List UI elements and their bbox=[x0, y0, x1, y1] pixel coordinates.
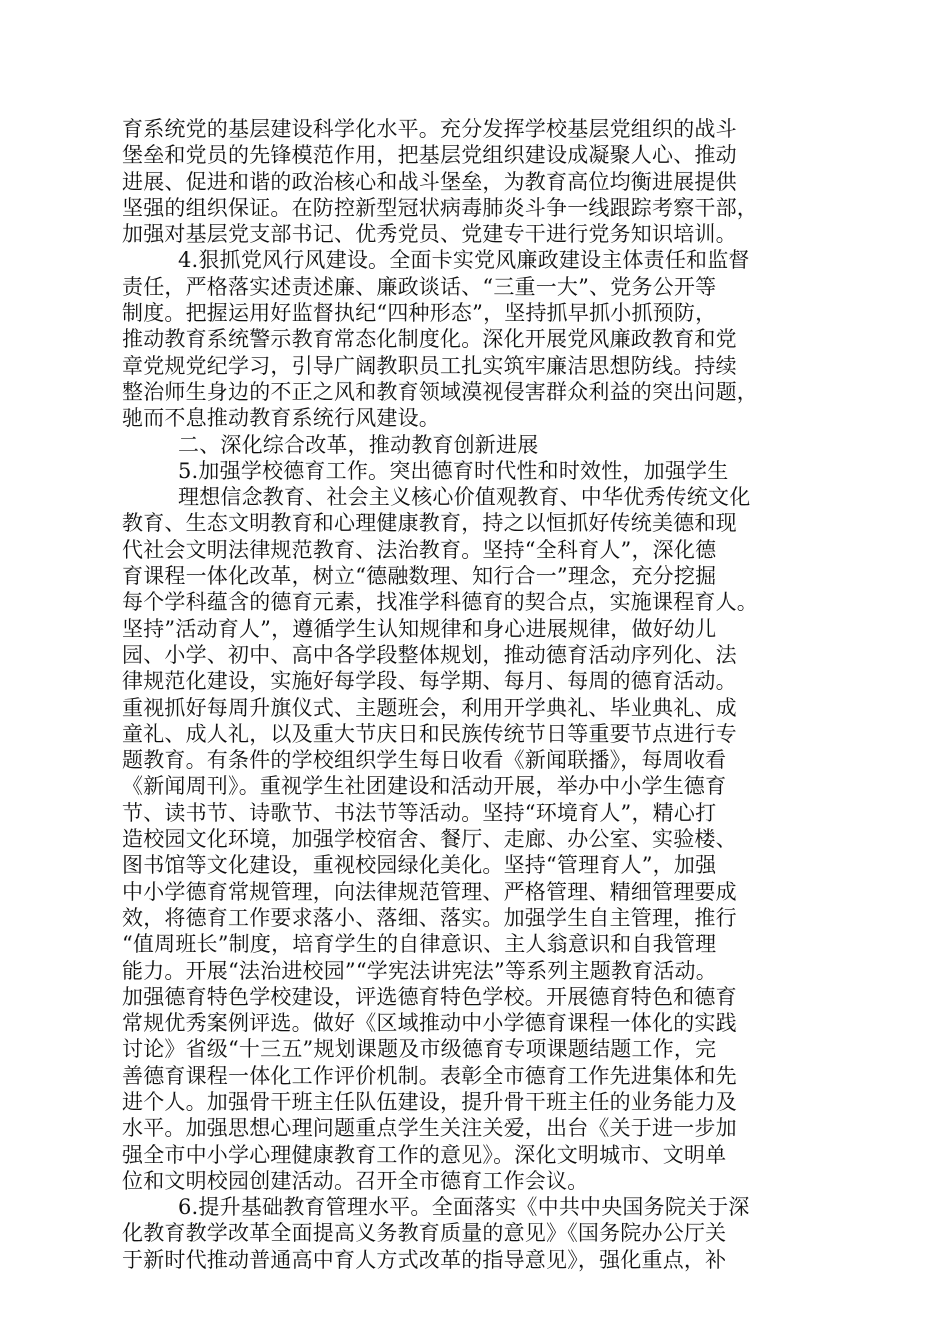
text-line: 题教育。有条件的学校组织学生每日收看《新闻联播》，每周收看 bbox=[122, 748, 727, 773]
text-line: 推动教育系统警示教育常态化制度化。深化开展党风廉政教育和党 bbox=[122, 327, 737, 352]
text-line: 强全市中小学心理健康教育工作的意见》。深化文明城市、文明单 bbox=[122, 1142, 727, 1167]
text-line: 教育、生态文明教育和心理健康教育，持之以恒抓好传统美德和现 bbox=[122, 511, 737, 536]
text-line: 6.提升基础教育管理水平。全面落实《中共中央国务院关于深 bbox=[178, 1195, 750, 1220]
text-line: 常规优秀案例评选。做好《区域推动中小学德育课程一体化的实践 bbox=[122, 1011, 737, 1036]
text-line: 位和文明校园创建活动。召开全市德育工作会议。 bbox=[122, 1168, 589, 1193]
text-line: “值周班长”制度，培育学生的自律意识、主人翁意识和自我管理 bbox=[122, 932, 717, 957]
text-line: 效，将德育工作要求落小、落细、落实。加强学生自主管理，推行 bbox=[122, 905, 737, 930]
text-line: 重视抓好每周升旗仪式、主题班会，利用开学典礼、毕业典礼、成 bbox=[122, 695, 737, 720]
text-line: 加强德育特色学校建设，评选德育特色学校。开展德育特色和德育 bbox=[122, 984, 737, 1009]
text-line: 能力。开展“法治进校园”“学宪法讲宪法”等系列主题教育活动。 bbox=[122, 958, 717, 983]
text-line: 育系统党的基层建设科学化水平。充分发挥学校基层党组织的战斗 bbox=[122, 117, 737, 141]
text-line: 水平。加强思想心理问题重点学生关注关爱，出台《关于进一步加 bbox=[122, 1116, 737, 1141]
text-line: 整治师生身边的不正之风和教育领域漠视侵害群众利益的突出问题， bbox=[122, 379, 758, 404]
text-line: 加强对基层党支部书记、优秀党员、党建专干进行党务知识培训。 bbox=[122, 222, 737, 247]
text-line: 责任，严格落实述责述廉、廉政谈话、“三重一大”、党务公开等 bbox=[122, 274, 717, 299]
text-line: 代社会文明法律规范教育、法治教育。坚持“全科育人”，深化德 bbox=[122, 537, 717, 562]
text-line: 节、读书节、诗歌节、书法节等活动。坚持“环境育人”，精心打 bbox=[122, 800, 717, 825]
text-line: 中小学德育常规管理，向法律规范管理、严格管理、精细管理要成 bbox=[122, 879, 737, 904]
text-line: 章党规党纪学习，引导广阔教职员工扎实筑牢廉洁思想防线。持续 bbox=[122, 353, 737, 378]
text-line: 每个学科蕴含的德育元素，找准学科德育的契合点，实施课程育人。 bbox=[122, 590, 758, 615]
text-line: 造校园文化环境，加强学校宿舍、餐厅、走廊、办公室、实验楼、 bbox=[122, 827, 737, 852]
text-line: 律规范化建设，实施好每学段、每学期、每月、每周的德育活动。 bbox=[122, 669, 737, 694]
text-line: 善德育课程一体化工作评价机制。表彰全市德育工作先进集体和先 bbox=[122, 1063, 737, 1088]
text-line: 童礼、成人礼，以及重大节庆日和民族传统节日等重要节点进行专 bbox=[122, 721, 737, 746]
text-line: 驰而不息推动教育系统行风建设。 bbox=[122, 406, 440, 431]
text-line: 于新时代推动普通高中育人方式改革的指导意见》，强化重点，补 bbox=[122, 1247, 727, 1272]
document-page bbox=[122, 116, 836, 1273]
text-line: 进个人。加强骨干班主任队伍建设，提升骨干班主任的业务能力及 bbox=[122, 1089, 737, 1114]
text-line: 理想信念教育、社会主义核心价值观教育、中华优秀传统文化 bbox=[178, 485, 751, 510]
text-line: 《新闻周刊》。重视学生社团建设和活动开展，举办中小学生德育 bbox=[122, 774, 727, 799]
text-line: 图书馆等文化建设，重视校园绿化美化。坚持“管理育人”，加强 bbox=[122, 853, 717, 878]
text-line: 坚强的组织保证。在防控新型冠状病毒肺炎斗争一线跟踪考察干部， bbox=[122, 195, 758, 220]
text-line: 堡垒和党员的先锋模范作用，把基层党组织建设成凝聚人心、推动 bbox=[122, 143, 737, 168]
text-line: 5.加强学校德育工作。突出德育时代性和时效性，加强学生 bbox=[178, 458, 729, 483]
text-line: 坚持”活动育人”，遵循学生认知规律和身心进展规律，做好幼儿 bbox=[122, 616, 717, 641]
text-line: 制度。把握运用好监督执纪“四种形态”，坚持抓早抓小抓预防， bbox=[122, 301, 717, 326]
text-line: 讨论》省级“十三五”规划课题及市级德育专项课题结题工作，完 bbox=[122, 1037, 717, 1062]
text-line: 园、小学、初中、高中各学段整体规划，推动德育活动序列化、法 bbox=[122, 642, 737, 667]
text-line: 4.狠抓党风行风建设。全面卡实党风廉政建设主体责任和监督 bbox=[178, 248, 750, 273]
text-line: 育课程一体化改革，树立“德融数理、知行合一”理念，充分挖掘 bbox=[122, 564, 717, 589]
text-line: 二、深化综合改革，推动教育创新进展 bbox=[178, 432, 539, 457]
text-line: 化教育教学改革全面提高义务教育质量的意见》《国务院办公厅关 bbox=[122, 1221, 727, 1246]
text-line: 进展、促进和谐的政治核心和战斗堡垒，为教育高位均衡进展提供 bbox=[122, 169, 737, 194]
